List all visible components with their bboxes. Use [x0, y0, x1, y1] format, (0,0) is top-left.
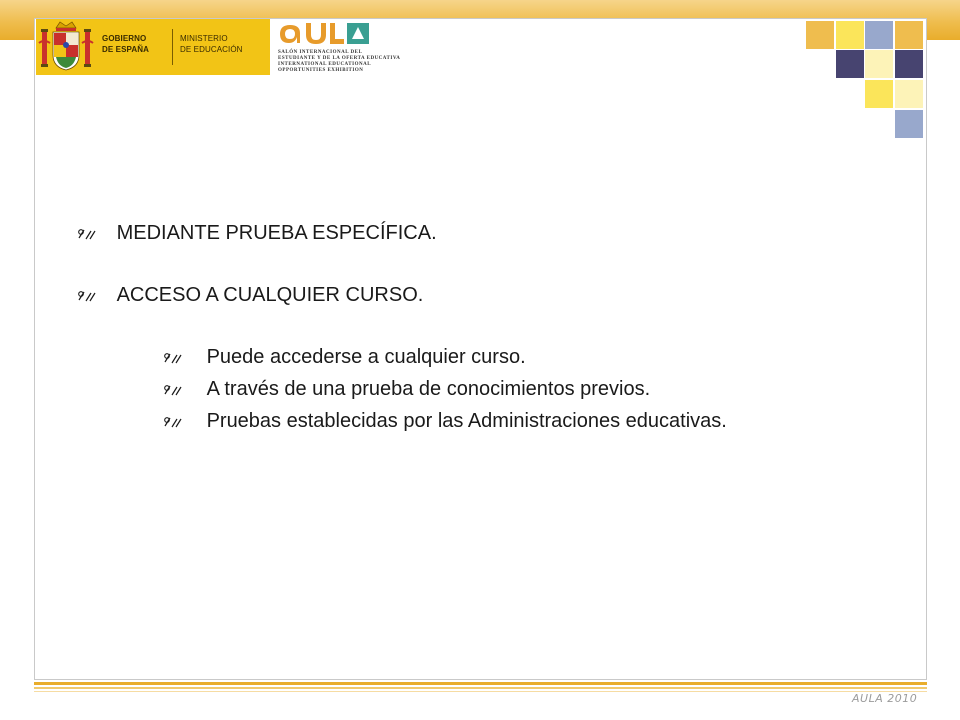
bullet-icon [76, 227, 98, 241]
deco-square [895, 110, 923, 138]
deco-square [836, 21, 864, 49]
deco-square [895, 50, 923, 78]
deco-square [865, 21, 893, 49]
footer-bars [34, 682, 927, 694]
de-educacion-label: DE EDUCACIÓN [180, 45, 243, 54]
aula-subtitle-3: INTERNATIONAL EDUCATIONAL [278, 62, 372, 67]
coat-of-arms-icon [36, 19, 96, 75]
list-item [162, 378, 650, 401]
aula-subtitle-1: SALÓN INTERNACIONAL DEL [278, 50, 363, 55]
bullet-icon [162, 383, 184, 397]
gobierno-ministerio-logo [36, 19, 270, 75]
aula-wordmark-icon [276, 19, 382, 47]
item-text: Puede accederse a cualquier curso. [206, 346, 526, 369]
bullet-icon [76, 289, 98, 303]
deco-square [865, 50, 893, 78]
list-item [162, 346, 526, 369]
deco-square [895, 21, 923, 49]
gobierno-label: GOBIERNO [102, 34, 147, 43]
list-item [76, 284, 423, 307]
footer-bar [34, 682, 927, 685]
item-text: MEDIANTE PRUEBA ESPECÍFICA. [116, 222, 437, 245]
item-text: ACCESO A CUALQUIER CURSO. [116, 284, 424, 307]
bullet-icon [162, 351, 184, 365]
list-item [162, 410, 727, 433]
footer-brand: AULA 2010 [852, 692, 918, 705]
deco-square [895, 80, 923, 108]
logo-divider [172, 29, 173, 65]
de-espana-label: DE ESPAÑA [102, 45, 149, 54]
footer-bar [34, 687, 927, 689]
deco-square [865, 80, 893, 108]
aula-subtitle-2: ESTUDIANTE Y DE LA OFERTA EDUCATIVA [278, 56, 401, 61]
item-text: Pruebas establecidas por las Administraciones educativas. [206, 410, 727, 433]
footer-bar [34, 691, 927, 692]
ministerio-label: MINISTERIO [180, 34, 228, 43]
deco-square [806, 21, 834, 49]
aula-subtitle-4: OPPORTUNITIES EXHIBITION [278, 68, 364, 73]
deco-square [836, 50, 864, 78]
list-item [76, 222, 437, 245]
item-text: A través de una prueba de conocimientos previos. [206, 378, 651, 401]
aula-logo [274, 19, 401, 75]
bullet-icon [162, 415, 184, 429]
